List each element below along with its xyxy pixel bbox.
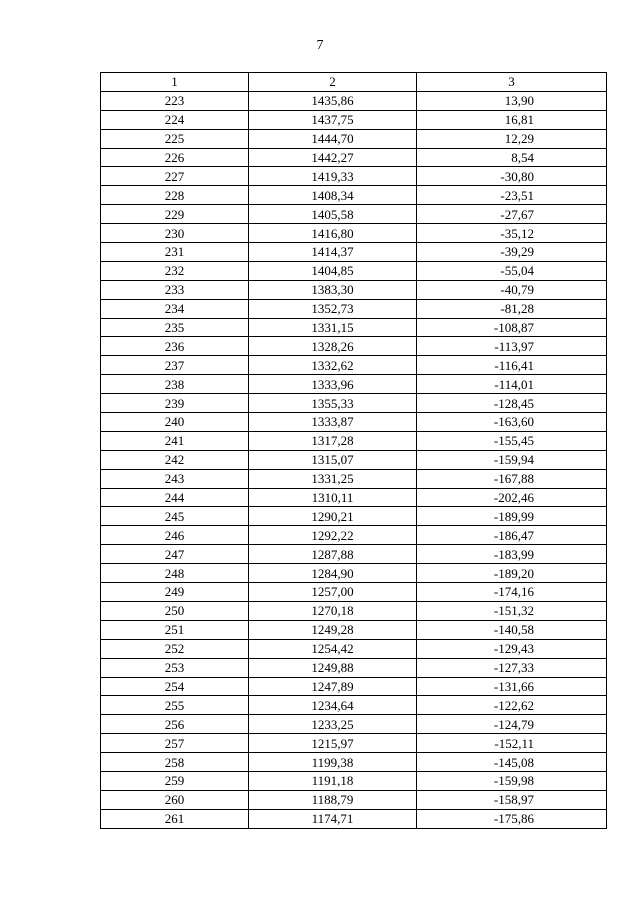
table-cell-col-3: -163,60 xyxy=(417,413,607,432)
table-cell-col-2: 1249,88 xyxy=(249,658,417,677)
table-row xyxy=(101,394,607,413)
table-cell-col-3: -145,08 xyxy=(417,753,607,772)
table-row xyxy=(101,790,607,809)
table-cell-col-3: -40,79 xyxy=(417,280,607,299)
table-cell-col-1: 225 xyxy=(101,129,249,148)
table-cell-col-2: 1284,90 xyxy=(249,564,417,583)
table-cell-col-2: 1355,33 xyxy=(249,394,417,413)
table-cell-col-3: -186,47 xyxy=(417,526,607,545)
table-cell-col-2: 1310,11 xyxy=(249,488,417,507)
table-row xyxy=(101,696,607,715)
table-cell-col-1: 232 xyxy=(101,261,249,280)
table-cell-col-3: -124,79 xyxy=(417,715,607,734)
table-row xyxy=(101,601,607,620)
table-row xyxy=(101,809,607,828)
table-cell-col-3: -174,16 xyxy=(417,583,607,602)
table-cell-col-1: 254 xyxy=(101,677,249,696)
table-cell-col-2: 1287,88 xyxy=(249,545,417,564)
table-cell-col-1: 248 xyxy=(101,564,249,583)
table-row xyxy=(101,280,607,299)
table-cell-col-3: 13,90 xyxy=(417,91,607,110)
table-row xyxy=(101,261,607,280)
table-cell-col-3: 8,54 xyxy=(417,148,607,167)
table-cell-col-3: -159,98 xyxy=(417,771,607,790)
table-row xyxy=(101,186,607,205)
table-cell-col-1: 240 xyxy=(101,413,249,432)
table-cell-col-3: -23,51 xyxy=(417,186,607,205)
table-cell-col-1: 252 xyxy=(101,639,249,658)
table-row xyxy=(101,639,607,658)
table-cell-col-2: 1215,97 xyxy=(249,734,417,753)
table-row xyxy=(101,205,607,224)
table-cell-col-1: 235 xyxy=(101,318,249,337)
table-row xyxy=(101,413,607,432)
table-cell-col-3: -113,97 xyxy=(417,337,607,356)
table-cell-col-3: -167,88 xyxy=(417,469,607,488)
table-row xyxy=(101,375,607,394)
table-cell-col-2: 1405,58 xyxy=(249,205,417,224)
table-cell-col-3: -81,28 xyxy=(417,299,607,318)
table-cell-col-3: -159,94 xyxy=(417,450,607,469)
table-cell-col-3: -116,41 xyxy=(417,356,607,375)
table-cell-col-1: 242 xyxy=(101,450,249,469)
table-cell-col-3: -140,58 xyxy=(417,620,607,639)
table-row xyxy=(101,620,607,639)
table-row xyxy=(101,91,607,110)
table-cell-col-1: 261 xyxy=(101,809,249,828)
table-row xyxy=(101,450,607,469)
table-cell-col-1: 251 xyxy=(101,620,249,639)
table-row xyxy=(101,583,607,602)
table-cell-col-2: 1292,22 xyxy=(249,526,417,545)
table-row xyxy=(101,677,607,696)
table-cell-col-3: -175,86 xyxy=(417,809,607,828)
table-cell-col-2: 1254,42 xyxy=(249,639,417,658)
table-cell-col-3: -127,33 xyxy=(417,658,607,677)
table-row xyxy=(101,431,607,450)
table-cell-col-1: 260 xyxy=(101,790,249,809)
table-cell-col-1: 228 xyxy=(101,186,249,205)
data-table xyxy=(100,72,607,829)
table-cell-col-2: 1408,34 xyxy=(249,186,417,205)
table-cell-col-2: 1234,64 xyxy=(249,696,417,715)
table-cell-col-3: -39,29 xyxy=(417,243,607,262)
page-number: 7 xyxy=(316,38,324,53)
table-cell-col-1: 246 xyxy=(101,526,249,545)
table-row xyxy=(101,658,607,677)
table-cell-col-3: -55,04 xyxy=(417,261,607,280)
table-row xyxy=(101,148,607,167)
table-cell-col-3: -128,45 xyxy=(417,394,607,413)
table-cell-col-1: 230 xyxy=(101,224,249,243)
table-cell-col-3: -152,11 xyxy=(417,734,607,753)
table-cell-col-1: 250 xyxy=(101,601,249,620)
table-cell-col-1: 247 xyxy=(101,545,249,564)
table-cell-col-2: 1233,25 xyxy=(249,715,417,734)
table-cell-col-1: 253 xyxy=(101,658,249,677)
table-cell-col-2: 1383,30 xyxy=(249,280,417,299)
table-cell-col-1: 244 xyxy=(101,488,249,507)
table-cell-col-1: 249 xyxy=(101,583,249,602)
table-cell-col-1: 256 xyxy=(101,715,249,734)
table-cell-col-1: 239 xyxy=(101,394,249,413)
table-row xyxy=(101,337,607,356)
table-row xyxy=(101,734,607,753)
table-cell-col-1: 243 xyxy=(101,469,249,488)
table-cell-col-1: 259 xyxy=(101,771,249,790)
table-cell-col-1: 241 xyxy=(101,431,249,450)
table-cell-col-3: -30,80 xyxy=(417,167,607,186)
table-row xyxy=(101,771,607,790)
table-cell-col-3: -35,12 xyxy=(417,224,607,243)
table-cell-col-2: 1249,28 xyxy=(249,620,417,639)
column-header-2: 2 xyxy=(249,73,417,92)
table-cell-col-1: 226 xyxy=(101,148,249,167)
table-row xyxy=(101,110,607,129)
table-cell-col-2: 1437,75 xyxy=(249,110,417,129)
table-cell-col-2: 1174,71 xyxy=(249,809,417,828)
table-row xyxy=(101,526,607,545)
table-cell-col-2: 1404,85 xyxy=(249,261,417,280)
table-cell-col-3: 16,81 xyxy=(417,110,607,129)
table-cell-col-3: -131,66 xyxy=(417,677,607,696)
table-body xyxy=(101,91,607,828)
table-cell-col-2: 1419,33 xyxy=(249,167,417,186)
table-row xyxy=(101,356,607,375)
table-cell-col-2: 1191,18 xyxy=(249,771,417,790)
table-cell-col-1: 233 xyxy=(101,280,249,299)
table-row xyxy=(101,129,607,148)
table-cell-col-2: 1333,87 xyxy=(249,413,417,432)
table-cell-col-1: 227 xyxy=(101,167,249,186)
table-cell-col-3: -108,87 xyxy=(417,318,607,337)
table-cell-col-2: 1416,80 xyxy=(249,224,417,243)
table-row xyxy=(101,224,607,243)
table-cell-col-3: -27,67 xyxy=(417,205,607,224)
table-row xyxy=(101,299,607,318)
table-cell-col-2: 1352,73 xyxy=(249,299,417,318)
table-cell-col-3: -155,45 xyxy=(417,431,607,450)
table-cell-col-3: -158,97 xyxy=(417,790,607,809)
table-cell-col-2: 1199,38 xyxy=(249,753,417,772)
table-cell-col-3: -122,62 xyxy=(417,696,607,715)
table-cell-col-2: 1328,26 xyxy=(249,337,417,356)
table-cell-col-1: 238 xyxy=(101,375,249,394)
table-row xyxy=(101,488,607,507)
table-row xyxy=(101,753,607,772)
table-cell-col-1: 229 xyxy=(101,205,249,224)
table-cell-col-3: -189,99 xyxy=(417,507,607,526)
table-cell-col-2: 1331,15 xyxy=(249,318,417,337)
table-row xyxy=(101,167,607,186)
table-cell-col-2: 1290,21 xyxy=(249,507,417,526)
table-cell-col-3: -183,99 xyxy=(417,545,607,564)
table-row xyxy=(101,507,607,526)
table-cell-col-1: 258 xyxy=(101,753,249,772)
table-cell-col-3: -189,20 xyxy=(417,564,607,583)
table-cell-col-1: 237 xyxy=(101,356,249,375)
table-cell-col-2: 1414,37 xyxy=(249,243,417,262)
table-cell-col-1: 245 xyxy=(101,507,249,526)
table-row xyxy=(101,318,607,337)
table-cell-col-1: 223 xyxy=(101,91,249,110)
table-cell-col-2: 1257,00 xyxy=(249,583,417,602)
table-cell-col-3: 12,29 xyxy=(417,129,607,148)
table-cell-col-2: 1333,96 xyxy=(249,375,417,394)
table-cell-col-2: 1315,07 xyxy=(249,450,417,469)
table-header xyxy=(101,73,607,92)
table-cell-col-2: 1442,27 xyxy=(249,148,417,167)
table-cell-col-2: 1188,79 xyxy=(249,790,417,809)
table-cell-col-2: 1444,70 xyxy=(249,129,417,148)
table-row xyxy=(101,564,607,583)
table-cell-col-2: 1247,89 xyxy=(249,677,417,696)
table-row xyxy=(101,243,607,262)
table-cell-col-1: 236 xyxy=(101,337,249,356)
table-cell-col-2: 1332,62 xyxy=(249,356,417,375)
table-cell-col-3: -129,43 xyxy=(417,639,607,658)
table-row xyxy=(101,545,607,564)
table-cell-col-2: 1270,18 xyxy=(249,601,417,620)
table-cell-col-3: -151,32 xyxy=(417,601,607,620)
table-row xyxy=(101,469,607,488)
table-cell-col-3: -202,46 xyxy=(417,488,607,507)
table-cell-col-2: 1317,28 xyxy=(249,431,417,450)
table-cell-col-3: -114,01 xyxy=(417,375,607,394)
table-cell-col-2: 1331,25 xyxy=(249,469,417,488)
table-cell-col-1: 257 xyxy=(101,734,249,753)
table-cell-col-2: 1435,86 xyxy=(249,91,417,110)
table-cell-col-1: 255 xyxy=(101,696,249,715)
header-row xyxy=(101,73,607,92)
table-cell-col-1: 224 xyxy=(101,110,249,129)
column-header-3: 3 xyxy=(417,73,607,92)
column-header-1: 1 xyxy=(101,73,249,92)
table-row xyxy=(101,715,607,734)
table-cell-col-1: 234 xyxy=(101,299,249,318)
table-cell-col-1: 231 xyxy=(101,243,249,262)
